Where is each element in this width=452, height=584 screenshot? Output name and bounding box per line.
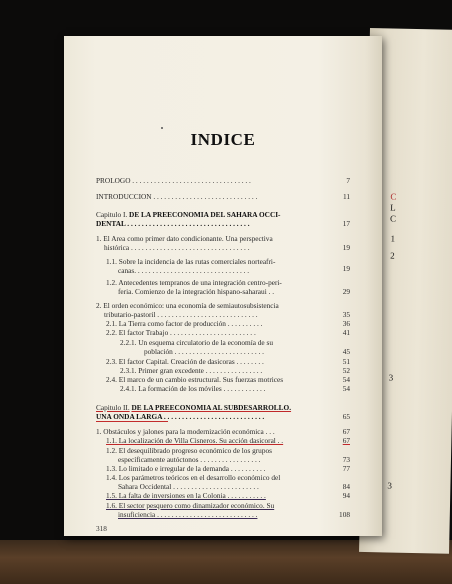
toc-page-number: 7 xyxy=(346,176,350,185)
toc-entry-text: 2.2.1. Un esquema circulatorio de la economía de su xyxy=(120,338,273,347)
toc-entry-text: 1.3. Lo limitado e irregular de la demanda . . . . . . . . . . xyxy=(106,464,266,473)
chapter-label: Capitulo II. xyxy=(96,403,130,412)
chapter-title-cont: UNA ONDA LARGA . . . . . . . . . . . . . . . . . . . . . . . . . . . . xyxy=(96,412,265,422)
toc-entry-text: 2.4.1. La formación de los móviles . . . . . . . . . . . . xyxy=(120,384,266,393)
toc-entry-text: INTRODUCCION . . . . . . . . . . . . . . . . . . . . . . . . . . . . . xyxy=(96,192,258,201)
toc-entry-text: 1.1. La localización de Villa Cisneros. Su acción dasicoral . . xyxy=(106,436,284,445)
toc-entry xyxy=(106,446,272,464)
toc-page-number: 41 xyxy=(342,328,350,337)
toc-entry-text: 2.2. El factor Trabajo . . . . . . . . . . . . . . . . . . . . . . . . xyxy=(106,328,256,337)
toc-entry xyxy=(106,473,280,491)
toc-chapter-2 xyxy=(96,403,291,421)
chapter-title: DE LA PREECONOMIA DEL SAHARA OCCI- xyxy=(129,210,281,219)
chapter-label: Capitulo I. xyxy=(96,210,128,219)
toc-entry-text: insuficiencia . . . . . . . . . . . . . . . . . . . . . . . . . . . . xyxy=(118,510,258,520)
toc-entry xyxy=(106,319,262,328)
toc-page-number: 108 xyxy=(339,510,350,519)
toc-page-number: 36 xyxy=(342,319,350,328)
toc-entry-text: Sahara Occidental . . . . . . . . . . . . . . . . . . . . . . . . xyxy=(118,482,259,492)
page-folio: 318 xyxy=(96,524,107,533)
toc-entry xyxy=(96,427,275,436)
toc-entry-text: 1. El Area como primer dato condicionante. Una perspectiva xyxy=(96,234,273,243)
toc-entry-text: tributario-pastoril . . . . . . . . . . . . . . . . . . . . . . . . . . . . xyxy=(104,310,258,320)
toc-page-number: 54 xyxy=(342,384,350,393)
red-pen-underline xyxy=(96,421,168,422)
toc-page-number: 77 xyxy=(342,464,350,473)
toc-page-number: 67 xyxy=(342,427,350,436)
toc-entry-prologo xyxy=(96,176,251,185)
toc-entry xyxy=(106,501,274,519)
toc-entry xyxy=(120,338,273,356)
toc-page-number: 29 xyxy=(342,287,350,296)
toc-page-number: 84 xyxy=(342,482,350,491)
toc-entry-text: específicamente autóctonos . . . . . . . . . . . . . . . . . xyxy=(118,455,261,465)
toc-entry xyxy=(106,357,264,366)
toc-page-number: 67 xyxy=(342,436,350,445)
facing-page-mark: 2 xyxy=(390,250,395,261)
toc-entry xyxy=(106,375,283,384)
toc-entry-text: 2.3. El factor Capital. Creación de dasicoras . . . . . . . . xyxy=(106,357,264,366)
facing-page-mark: C xyxy=(390,191,397,202)
toc-entry-text: 1. Obstáculos y jalones para la modernización económica . . . xyxy=(96,427,275,436)
toc-entry xyxy=(106,436,283,445)
toc-entry-text: 2.4. El marco de un cambio estructural. Sus fuerzas motrices xyxy=(106,375,284,384)
toc-page-number: 52 xyxy=(342,366,350,375)
facing-page-mark: C xyxy=(389,213,397,224)
toc-entry xyxy=(120,384,266,393)
toc-entry-text: feria. Comienzo de la integración hispano-saharaui . . xyxy=(118,287,275,297)
toc-page-number: 19 xyxy=(342,243,350,252)
toc-entry-text: población . . . . . . . . . . . . . . . . . . . . . . . . . xyxy=(144,347,264,357)
toc-page-number: 73 xyxy=(342,455,350,464)
toc-entry-text: 1.1. Sobre la incidencia de las rutas comerciales norteafri- xyxy=(106,257,276,266)
page-title: INDICE xyxy=(190,130,256,149)
toc-page-number: 94 xyxy=(342,491,350,500)
facing-page-mark: 3 xyxy=(388,372,394,383)
toc-entry xyxy=(106,328,256,337)
toc-entry-text: histórica . . . . . . . . . . . . . . . . . . . . . . . . . . . . . . . . . xyxy=(104,243,250,253)
toc-entry-text: 2. El orden económico: una economía de semiautosubsistencia xyxy=(96,301,279,310)
toc-entry-text: PROLOGO . . . . . . . . . . . . . . . . . . . . . . . . . . . . . . . . . xyxy=(96,176,251,185)
toc-entry xyxy=(106,491,266,500)
toc-entry-text: 1.6. El sector pesquero como dinamizador económico. Su xyxy=(106,501,275,510)
toc-chapter-1 xyxy=(96,210,280,228)
facing-page-mark: 1 xyxy=(390,233,396,244)
toc-page-number: 19 xyxy=(342,264,350,273)
toc-page-number: 11 xyxy=(342,192,350,201)
toc-page-number: 45 xyxy=(342,347,350,356)
toc-entry xyxy=(96,301,279,319)
toc-entry-text: 2.3.1. Primer gran excedente . . . . . . . . . . . . . . . . xyxy=(120,366,263,375)
toc-entry xyxy=(106,464,265,473)
toc-page-number: 54 xyxy=(342,375,350,384)
facing-page-mark: 3 xyxy=(387,480,393,491)
toc-entry-introduccion xyxy=(96,192,257,201)
toc-entry-text: canas. . . . . . . . . . . . . . . . . . . . . . . . . . . . . . . . xyxy=(118,266,250,276)
toc-entry-text: 2.1. La Tierra como factor de producción . . . . . . . . . . xyxy=(106,319,263,328)
chapter-title-cont: DENTAL . . . . . . . . . . . . . . . . . . . . . . . . . . . . . . . . . . xyxy=(96,219,250,229)
toc-page-number: 65 xyxy=(342,412,350,421)
toc-entry-text: 1.2. El desequilibrado progreso económico de los grupos xyxy=(106,446,272,455)
toc-entry-text: 1.2. Antecedentes tempranos de una integración centro-peri- xyxy=(106,278,282,287)
toc-page-number: 35 xyxy=(342,310,350,319)
toc-entry xyxy=(106,257,275,275)
toc-page-number: 17 xyxy=(342,219,350,228)
chapter-title: DE LA PREECONOMIA AL SUBDESARROLLO. xyxy=(131,403,292,412)
facing-page-mark: L xyxy=(390,202,396,213)
table-of-contents xyxy=(64,36,382,536)
toc-page-number: 51 xyxy=(342,357,350,366)
toc-entry xyxy=(106,278,282,296)
toc-entry-text: 1.5. La falta de inversiones en la Colonia . . . . . . . . . . . xyxy=(106,491,266,500)
toc-entry-text: 1.4. Los parámetros teóricos en el desarrollo económico del xyxy=(106,473,281,482)
toc-entry xyxy=(96,234,273,252)
index-page xyxy=(64,36,382,536)
toc-entry xyxy=(120,366,262,375)
